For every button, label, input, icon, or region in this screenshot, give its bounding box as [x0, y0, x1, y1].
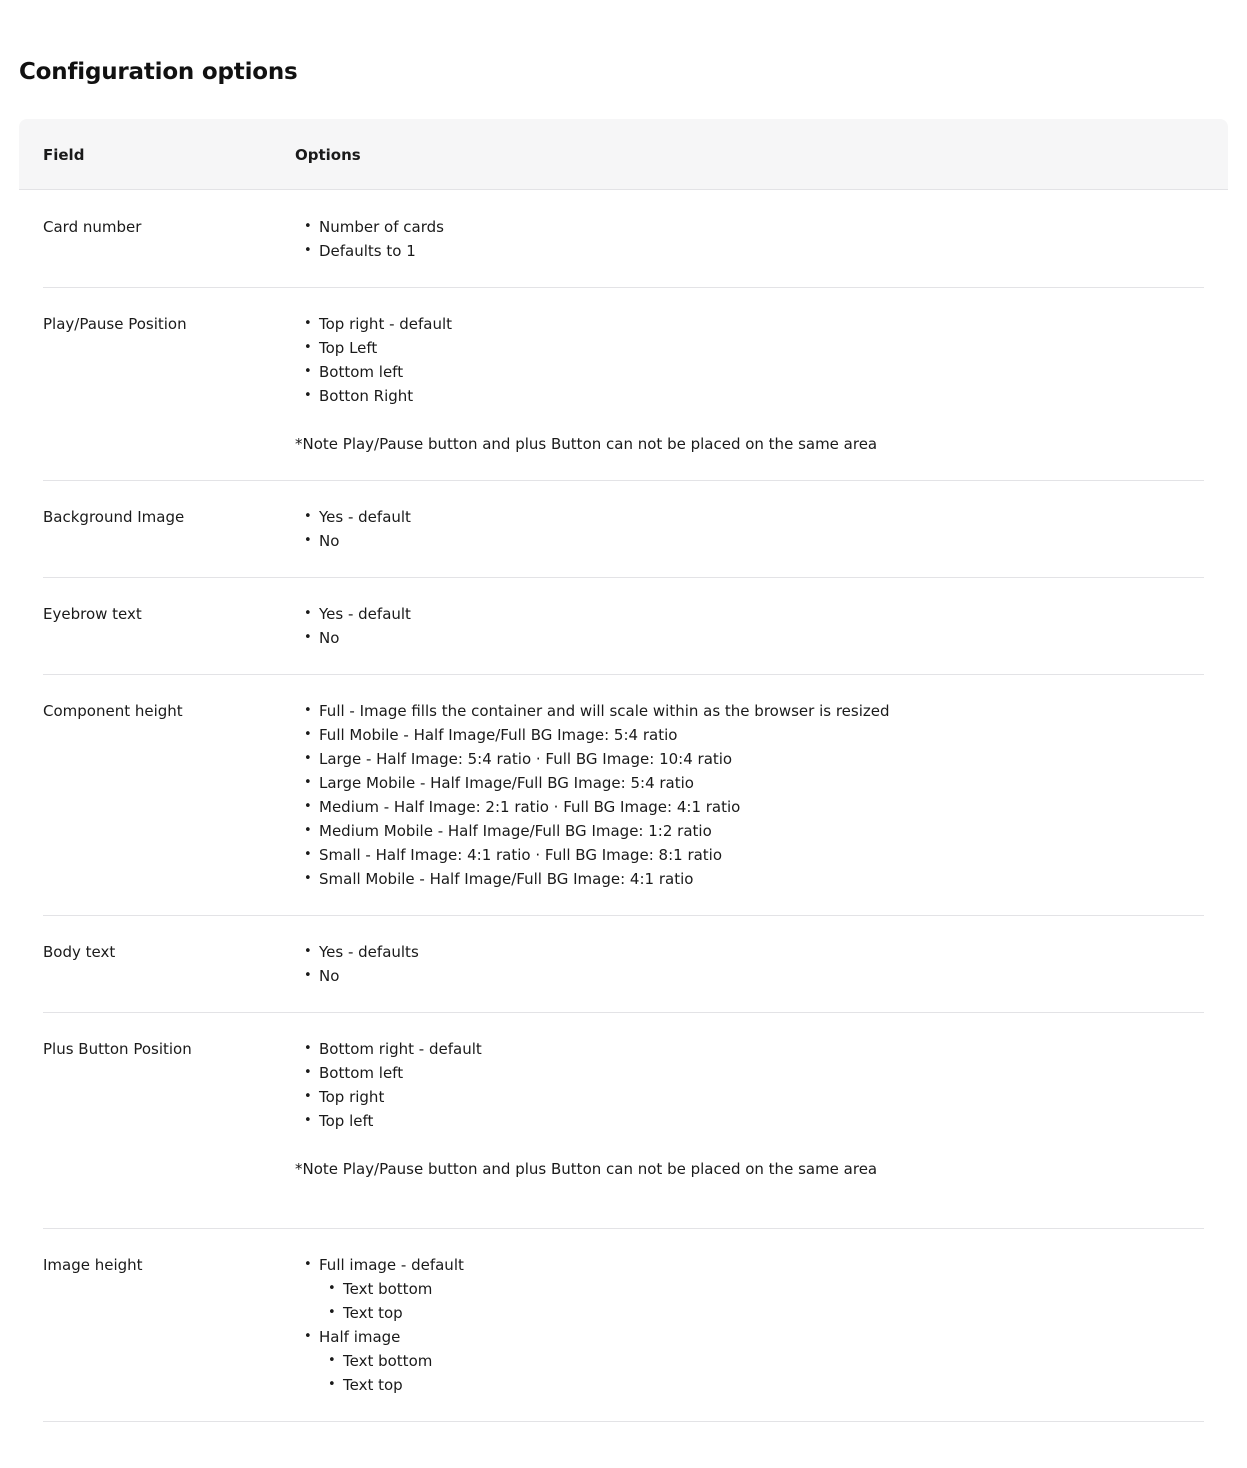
table-header — [19, 119, 1228, 190]
note-text: *Note Play/Pause button and plus Button can not be placed on the same area — [295, 1160, 878, 1178]
options-cell — [295, 312, 1204, 456]
options-cell — [295, 940, 1204, 988]
list-item: • Bottom left — [295, 1061, 1204, 1085]
sub-list-item: • Text bottom — [319, 1277, 1204, 1301]
list-item: • Small Mobile - Half Image/Full BG Image: 4:1 ratio — [295, 867, 1204, 891]
options-list — [295, 215, 1204, 263]
options-list — [295, 505, 1204, 553]
list-item: • Yes - default — [295, 505, 1204, 529]
table-row — [43, 1229, 1204, 1422]
list-item: • Medium - Half Image: 2:1 ratio · Full BG Image: 4:1 ratio — [295, 795, 1204, 819]
list-item: • Full - Image fills the container and will scale within as the browser is resized — [295, 699, 1204, 723]
options-list — [295, 1037, 1204, 1133]
options-cell — [295, 602, 1204, 650]
sub-list-item: • Text top — [319, 1373, 1204, 1397]
options-cell — [295, 1253, 1204, 1397]
list-item: • Large Mobile - Half Image/Full BG Image: 5:4 ratio — [295, 771, 1204, 795]
list-item: • No — [295, 964, 1204, 988]
table-row — [43, 288, 1204, 481]
list-item — [295, 1325, 1204, 1397]
field-label: Card number — [43, 218, 142, 236]
field-label: Eyebrow text — [43, 605, 142, 623]
table-row — [43, 916, 1204, 1013]
options-list — [295, 602, 1204, 650]
list-item: • Bottom left — [295, 360, 1204, 384]
list-item: • Number of cards — [295, 215, 1204, 239]
list-item: • Top right - default — [295, 312, 1204, 336]
list-item: • Botton Right — [295, 384, 1204, 408]
sub-list-item: • Text bottom — [319, 1349, 1204, 1373]
options-cell — [295, 215, 1204, 263]
table-row — [43, 578, 1204, 675]
list-item: • Full Mobile - Half Image/Full BG Image: 5:4 ratio — [295, 723, 1204, 747]
field-label: Plus Button Position — [43, 1040, 192, 1058]
list-item: • Yes - default — [295, 602, 1204, 626]
field-label: Play/Pause Position — [43, 315, 187, 333]
column-header-field: Field — [43, 146, 85, 164]
list-item-label: Full image - default — [319, 1256, 464, 1274]
options-list — [295, 940, 1204, 988]
list-item: • Medium Mobile - Half Image/Full BG Image: 1:2 ratio — [295, 819, 1204, 843]
note-text: *Note Play/Pause button and plus Button can not be placed on the same area — [295, 435, 878, 453]
table-row — [43, 675, 1204, 916]
options-cell — [295, 699, 1204, 891]
list-item — [295, 1253, 1204, 1325]
list-item: • Top Left — [295, 336, 1204, 360]
table-row — [43, 481, 1204, 578]
table-row — [43, 191, 1204, 288]
list-item: • Large - Half Image: 5:4 ratio · Full BG Image: 10:4 ratio — [295, 747, 1204, 771]
list-item: • Bottom right - default — [295, 1037, 1204, 1061]
list-item: • Defaults to 1 — [295, 239, 1204, 263]
list-item: • Top left — [295, 1109, 1204, 1133]
field-label: Background Image — [43, 508, 185, 526]
options-list — [295, 1253, 1204, 1397]
page-title: Configuration options — [19, 59, 298, 85]
column-header-options: Options — [295, 146, 361, 164]
list-item: • Yes - defaults — [295, 940, 1204, 964]
list-item: • Small - Half Image: 4:1 ratio · Full BG Image: 8:1 ratio — [295, 843, 1204, 867]
table-row — [43, 1013, 1204, 1229]
sub-list-item: • Text top — [319, 1301, 1204, 1325]
options-list — [295, 312, 1204, 408]
table-body — [43, 191, 1204, 1422]
sub-list — [319, 1349, 1204, 1397]
field-label: Component height — [43, 702, 183, 720]
options-cell — [295, 1037, 1204, 1181]
options-cell — [295, 505, 1204, 553]
sub-list — [319, 1277, 1204, 1325]
list-item: • Top right — [295, 1085, 1204, 1109]
list-item-label: Half image — [319, 1328, 401, 1346]
options-list — [295, 699, 1204, 891]
field-label: Body text — [43, 943, 116, 961]
list-item: • No — [295, 626, 1204, 650]
field-label: Image height — [43, 1256, 143, 1274]
list-item: • No — [295, 529, 1204, 553]
